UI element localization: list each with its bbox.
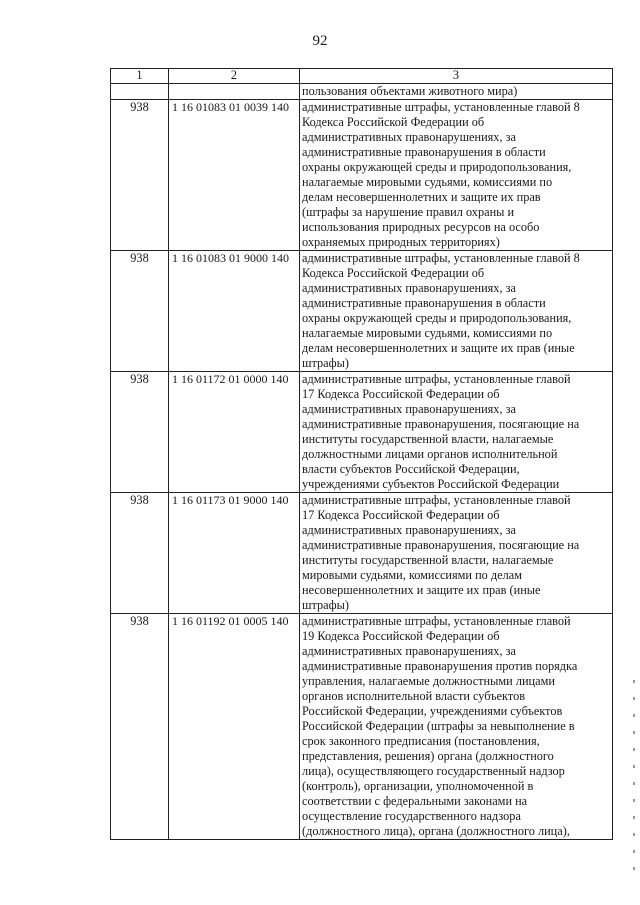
description-line: охраняемых природных территориях) [302,235,500,249]
description-line: административные правонарушения против порядка [302,659,578,673]
admin-code-cell: 938 [111,614,169,840]
description-line: срок законного предписания (постановления, [302,734,540,748]
table-row [111,100,613,251]
budget-code-cell: 1 16 01192 01 0005 140 [169,614,300,840]
description-line: представления, решения) органа (должностного [302,749,554,763]
budget-codes-table [110,68,613,840]
description-line: штрафы) [302,356,349,370]
description-cell [300,251,613,372]
description-cell [300,372,613,493]
description-line: административные правонарушения, посягающие на [302,538,580,552]
description-line: Российской Федерации (штрафы за невыполнение в [302,719,575,733]
table-row [111,614,613,840]
scan-edge-marks [632,680,636,890]
description-line: 19 Кодекса Российской Федерации об [302,629,500,643]
page-number: 92 [312,33,328,49]
description-line: административные правонарушения в области [302,145,546,159]
column-header-3: 3 [300,69,613,84]
description-line: административные штрафы, установленные главой 8 [302,100,580,114]
description-line: налагаемые мировыми судьями, комиссиями по [302,175,553,189]
description-line: управления, налагаемые должностными лицами [302,674,555,688]
description-line: (штрафы за нарушение правил охраны и [302,205,515,219]
description-line: штрафы) [302,598,349,612]
description-line: Российской Федерации, учреждениями субъектов [302,704,563,718]
description-line: охраны окружающей среды и природопользования, [302,160,572,174]
description-line: административных правонарушениях, за [302,644,516,658]
budget-code-cell: 1 16 01083 01 0039 140 [169,100,300,251]
admin-code-cell [111,84,169,100]
description-cell [300,493,613,614]
table-header-row [111,69,613,84]
description-cell [300,614,613,840]
description-line: делам несовершеннолетних и защите их прав (иные [302,341,575,355]
column-header-1: 1 [111,69,169,84]
table-row-continuation [111,84,613,100]
description-line: Кодекса Российской Федерации об [302,115,485,129]
description-line: лица), осуществляющего государственный надзор [302,764,565,778]
description-line: несовершеннолетних и защите их прав (иные [302,583,541,597]
description-line: административных правонарушениях, за [302,402,516,416]
description-line: административные правонарушения в области [302,296,546,310]
description-line: административных правонарушениях, за [302,523,516,537]
description-line: административные штрафы, установленные главой 8 [302,251,580,265]
description-line: административных правонарушениях, за [302,130,516,144]
description-line: органов исполнительной власти субъектов [302,689,526,703]
admin-code-cell: 938 [111,251,169,372]
budget-code-cell [169,84,300,100]
description-line: соответствии с федеральными законами на [302,794,528,808]
budget-code-cell: 1 16 01172 01 0000 140 [169,372,300,493]
description-line: административные правонарушения, посягающие на [302,417,580,431]
description-line: (контроль), организации, уполномоченной в [302,779,534,793]
description-line: институты государственной власти, налагаемые [302,553,554,567]
description-cell [300,100,613,251]
description-line: административных правонарушениях, за [302,281,516,295]
description-line: административные штрафы, установленные главой [302,372,571,386]
description-line: (должностного лица), органа (должностного лица), [302,824,570,838]
description-line: административные штрафы, установленные главой [302,493,571,507]
table-row [111,493,613,614]
description-line: власти субъектов Российской Федерации, [302,462,520,476]
description-line: административные штрафы, установленные главой [302,614,571,628]
description-cell: пользования объектами животного мира) [300,84,613,100]
table-row [111,372,613,493]
column-header-2: 2 [169,69,300,84]
admin-code-cell: 938 [111,372,169,493]
description-line: охраны окружающей среды и природопользования, [302,311,572,325]
admin-code-cell: 938 [111,100,169,251]
admin-code-cell: 938 [111,493,169,614]
description-line: мировыми судьями, комиссиями по делам [302,568,522,582]
budget-code-cell: 1 16 01173 01 9000 140 [169,493,300,614]
table-row [111,251,613,372]
description-line: Кодекса Российской Федерации об [302,266,485,280]
description-line: 17 Кодекса Российской Федерации об [302,387,500,401]
description-line: делам несовершеннолетних и защите их прав [302,190,541,204]
description-line: институты государственной власти, налагаемые [302,432,554,446]
description-line: налагаемые мировыми судьями, комиссиями по [302,326,553,340]
description-line: должностными лицами органов исполнительной [302,447,558,461]
budget-code-cell: 1 16 01083 01 9000 140 [169,251,300,372]
description-line: 17 Кодекса Российской Федерации об [302,508,500,522]
description-line: учреждениями субъектов Российской Федерации [302,477,560,491]
description-line: осуществление государственного надзора [302,809,521,823]
description-line: использования природных ресурсов на особо [302,220,540,234]
